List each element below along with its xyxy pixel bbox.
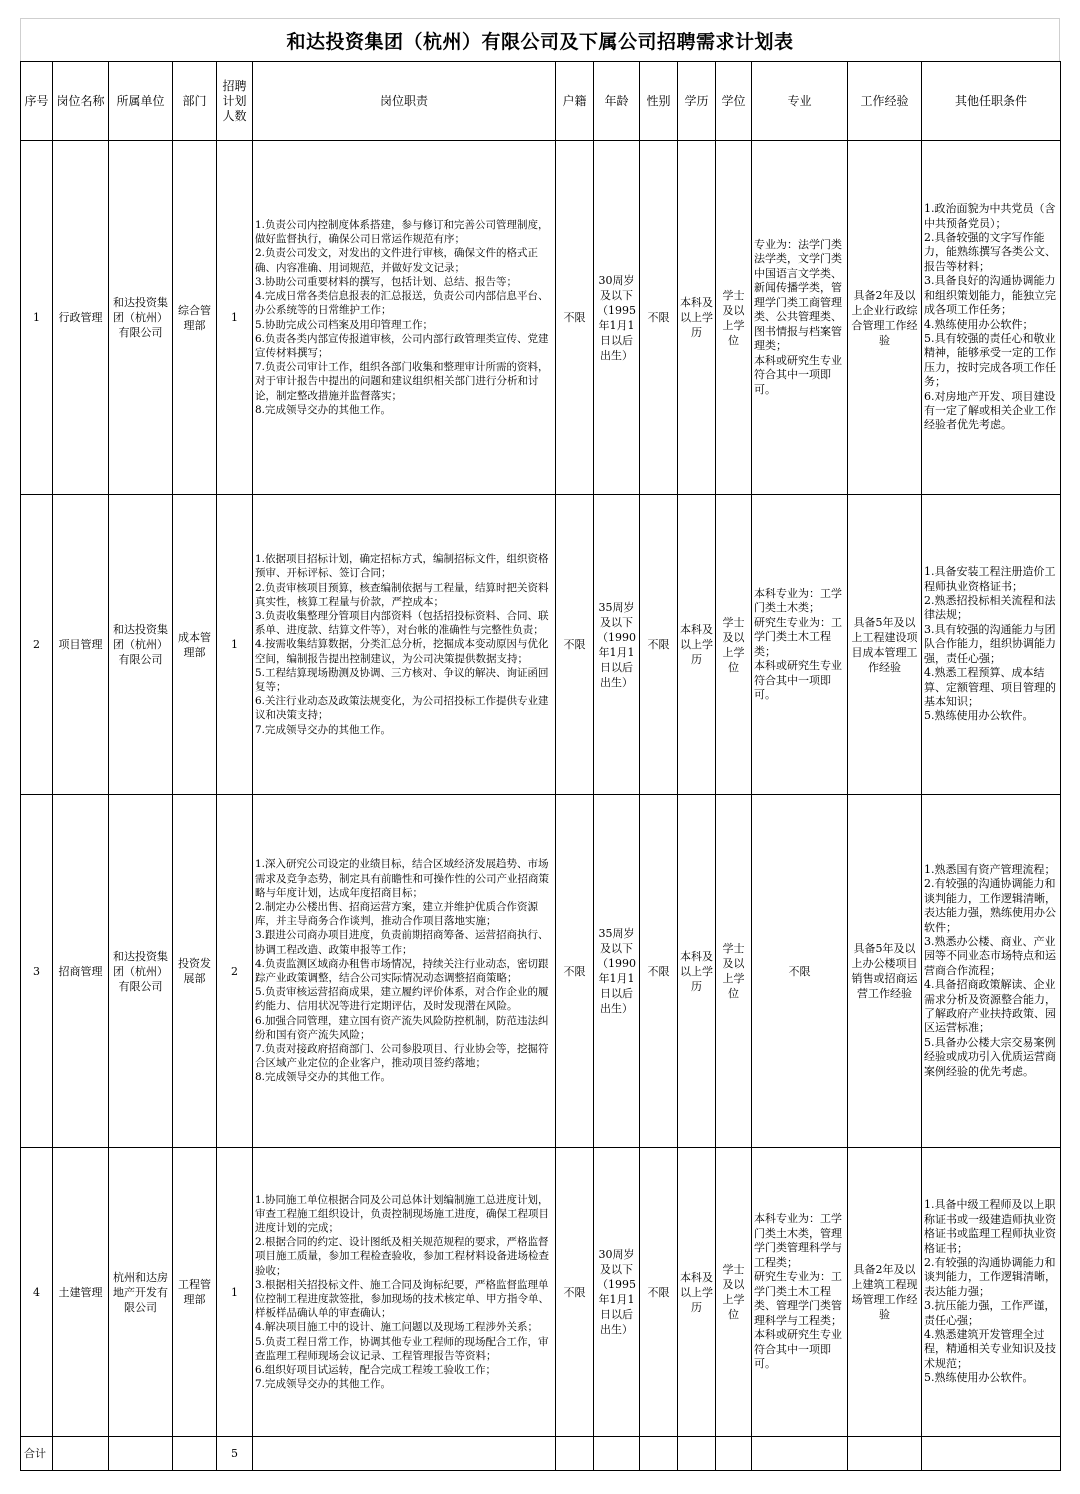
row-age: 30周岁及以下（1995年1月1日以后出生）: [594, 141, 640, 495]
total-empty-cell: [53, 1437, 109, 1471]
header-age: 年龄: [594, 62, 640, 141]
row-degree: 学士及以上学位: [716, 495, 752, 795]
header-experience: 工作经验: [848, 62, 922, 141]
row-count: 1: [217, 141, 253, 495]
row-other: 1.熟悉国有资产管理流程； 2.有较强的沟通协调能力和谈判能力，工作逻辑清晰，表达能力强，熟练使用办公软件； 3.熟悉办公楼、商业、产业园等不同业态市场特点和运营商合作流程； 4.具备招商政策解读、企业需求分析及资源整合能力，了解政府产业扶持政策、园区运营标准； 5.具备办公楼大宗交易案例经验或成功引入优质运营商案例经验的优先考虑。: [922, 795, 1061, 1148]
row-no: 1: [21, 141, 53, 495]
row-major: 本科专业为：工学门类土木类，管理学门类管理科学与工程类； 研究生专业为：工学门类土木工程类、管理学门类管理科学与工程类； 本科或研究生专业符合其中一项即可。: [752, 1148, 848, 1437]
row-experience: 具备5年及以上工程建设项目成本管理工作经验: [848, 495, 922, 795]
row-duties: 1.负责公司内控制度体系搭建，参与修订和完善公司管理制度，做好监督执行，确保公司日常运作规范有序； 2.负责公司发文，对发出的文件进行审核，确保文件的格式正确、内容准确、用词规范，并做好发文记录； 3.协助公司重要材料的撰写，包括计划、总结、报告等； 4.完成日常各类信息报表的汇总报送，负责公司内部信息平台、办公系统等的日常维护工作； 5.协助完成公司档案及用印管理工作； 6.负责各类内部宣传报道审核，公司内部行政管理类宣传、党建宣传材料撰写； 7.负责公司审计工作，组织各部门收集和整理审计所需的资料，对于审计报告中提出的问题和建议组织相关部门进行分析和讨论，制定整改措施并监督落实； 8.完成领导交办的其他工作。: [253, 141, 556, 495]
row-count: 1: [217, 495, 253, 795]
row-duties: 1.协同施工单位根据合同及公司总体计划编制施工总进度计划，审查工程施工组织设计，负责控制现场施工进度，确保工程项目进度计划的完成； 2.根据合同的约定、设计图纸及相关规范规程的要求，严格监督项目施工质量，参加工程检查验收，参加工程材料设备进场检查验收； 3.根据相关招投标文件、施工合同及询标纪要，严格监督监理单位控制工程进度款签批，参加现场的技术核定单、甲方指令单、样板样品确认单的审查确认； 4.解决项目施工中的设计、施工问题以及现场工程涉外关系； 5.负责工程日常工作，协调其他专业工程师的现场配合工作，审查监理工程师现场会议记录、工程管理报告等资料； 6.组织好项目试运转，配合完成工程竣工验收工作； 7.完成领导交办的其他工作。: [253, 1148, 556, 1437]
row-no: 4: [21, 1148, 53, 1437]
header-hukou: 户籍: [556, 62, 594, 141]
total-empty-cell: [922, 1437, 1061, 1471]
header-count: 招聘 计划 人数: [217, 62, 253, 141]
row-no: 2: [21, 495, 53, 795]
total-empty-cell: [594, 1437, 640, 1471]
row-major: 不限: [752, 795, 848, 1148]
row-position: 行政管理: [53, 141, 109, 495]
row-duties: 1.深入研究公司设定的业绩目标，结合区域经济发展趋势、市场需求及竞争态势，制定具有前瞻性和可操作性的公司产业招商策略与年度计划，达成年度招商目标； 2.制定办公楼出售、招商运营方案，建立并维护优质合作资源库，并主导商务合作谈判，推动合作项目落地实施； 3.跟进公司商办项目进度，负责前期招商筹备、运营招商执行、协调工程改造、政策申报等工作； 4.负责监测区域商办租售市场情况，持续关注行业动态，密切跟踪产业政策调整，结合公司实际情况动态调整招商策略； 5.负责审核运营招商成果，建立履约评价体系，对合作企业的履约能力、信用状况等进行定期评估，及时发现潜在风险。 6.加强合同管理，建立国有资产流失风险防控机制，防范违法纠纷和国有资产流失风险； 7.负责对接政府招商部门、公司参股项目、行业协会等，挖掘符合区域产业定位的企业客户，推动项目签约落地； 8.完成领导交办的其他工作。: [253, 795, 556, 1148]
header-degree: 学位: [716, 62, 752, 141]
row-hukou: 不限: [556, 495, 594, 795]
row-position: 招商管理: [53, 795, 109, 1148]
row-education: 本科及以上学历: [678, 795, 716, 1148]
row-dept: 综合管理部: [173, 141, 217, 495]
row-major: 专业为：法学门类法学类，文学门类中国语言文学类、新闻传播学类，管理学门类工商管理类、公共管理类、图书情报与档案管理类； 本科或研究生专业符合其中一项即可。: [752, 141, 848, 495]
row-duties: 1.依据项目招标计划，确定招标方式，编制招标文件，组织资格预审、开标评标、签订合同； 2.负责审核项目预算，核查编制依据与工程量，结算时把关资料真实性，核算工程量与价款，严控成本； 3.负责收集整理分管项目内部资料（包括招投标资料、合同、联系单、进度款、结算文件等），对台帐的准确性与完整性负责； 4.按需收集结算数据，分类汇总分析，挖掘成本变动原因与优化空间，编制报告提出控制建议，为公司决策提供数据支持； 5.工程结算现场勘测及协调、三方核对、争议的解决、询证函回复等； 6.关注行业动态及政策法规变化，为公司招投标工作提供专业建议和决策支持； 7.完成领导交办的其他工作。: [253, 495, 556, 795]
row-age: 35周岁及以下（1990年1月1日以后出生）: [594, 495, 640, 795]
row-degree: 学士及以上学位: [716, 141, 752, 495]
row-dept: 成本管理部: [173, 495, 217, 795]
table-row: [21, 495, 1061, 795]
table-row: [21, 795, 1061, 1148]
row-unit: 和达投资集团（杭州）有限公司: [109, 141, 173, 495]
row-experience: 具备2年及以上建筑工程现场管理工作经验: [848, 1148, 922, 1437]
total-count: 5: [217, 1437, 253, 1471]
row-unit: 和达投资集团（杭州）有限公司: [109, 795, 173, 1148]
table-row: [21, 1148, 1061, 1437]
table-header-row: [21, 62, 1061, 141]
header-major: 专业: [752, 62, 848, 141]
row-hukou: 不限: [556, 141, 594, 495]
row-gender: 不限: [640, 795, 678, 1148]
row-position: 项目管理: [53, 495, 109, 795]
total-empty-cell: [556, 1437, 594, 1471]
total-empty-cell: [716, 1437, 752, 1471]
row-education: 本科及以上学历: [678, 1148, 716, 1437]
total-empty-cell: [848, 1437, 922, 1471]
page-title: 和达投资集团（杭州）有限公司及下属公司招聘需求计划表: [20, 18, 1060, 61]
header-dept: 部门: [173, 62, 217, 141]
total-empty-cell: [678, 1437, 716, 1471]
row-age: 30周岁及以下（1995年1月1日以后出生）: [594, 1148, 640, 1437]
row-position: 土建管理: [53, 1148, 109, 1437]
recruitment-table: [20, 61, 1061, 1471]
row-other: 1.具备安装工程注册造价工程师执业资格证书； 2.熟悉招投标相关流程和法律法规； 3.具有较强的沟通能力与团队合作能力，组织协调能力强，责任心强； 4.熟悉工程预算、成本结算、定额管理、项目管理的基本知识； 5.熟练使用办公软件。: [922, 495, 1061, 795]
row-degree: 学士及以上学位: [716, 795, 752, 1148]
row-degree: 学士及以上学位: [716, 1148, 752, 1437]
header-gender: 性别: [640, 62, 678, 141]
total-empty-cell: [253, 1437, 556, 1471]
row-other: 1.政治面貌为中共党员（含中共预备党员）； 2.具备较强的文字写作能力，能熟练撰写各类公文、报告等材料； 3.具备良好的沟通协调能力和组织策划能力，能独立完成各项工作任务； 4.熟练使用办公软件； 5.具有较强的责任心和敬业精神，能够承受一定的工作压力，按时完成各项工作任务； 6.对房地产开发、项目建设有一定了解或相关企业工作经验者优先考虑。: [922, 141, 1061, 495]
total-label: 合计: [21, 1437, 53, 1471]
row-gender: 不限: [640, 141, 678, 495]
total-empty-cell: [109, 1437, 173, 1471]
total-empty-cell: [640, 1437, 678, 1471]
row-dept: 工程管理部: [173, 1148, 217, 1437]
row-gender: 不限: [640, 495, 678, 795]
row-count: 2: [217, 795, 253, 1148]
row-experience: 具备2年及以上企业行政综合管理工作经验: [848, 141, 922, 495]
row-unit: 和达投资集团（杭州）有限公司: [109, 495, 173, 795]
header-unit: 所属单位: [109, 62, 173, 141]
row-no: 3: [21, 795, 53, 1148]
header-no: 序号: [21, 62, 53, 141]
header-education: 学历: [678, 62, 716, 141]
total-row: [21, 1437, 1061, 1471]
header-position: 岗位名称: [53, 62, 109, 141]
total-empty-cell: [752, 1437, 848, 1471]
row-education: 本科及以上学历: [678, 141, 716, 495]
row-experience: 具备5年及以上办公楼项目销售或招商运营工作经验: [848, 795, 922, 1148]
row-dept: 投资发展部: [173, 795, 217, 1148]
recruitment-plan-page: [20, 18, 1060, 1471]
header-duties: 岗位职责: [253, 62, 556, 141]
row-count: 1: [217, 1148, 253, 1437]
row-unit: 杭州和达房地产开发有限公司: [109, 1148, 173, 1437]
row-gender: 不限: [640, 1148, 678, 1437]
row-hukou: 不限: [556, 795, 594, 1148]
row-major: 本科专业为：工学门类土木类； 研究生专业为：工学门类土木工程类； 本科或研究生专业符合其中一项即可。: [752, 495, 848, 795]
header-other: 其他任职条件: [922, 62, 1061, 141]
row-other: 1.具备中级工程师及以上职称证书或一级建造师执业资格证书或监理工程师执业资格证书； 2.有较强的沟通协调能力和谈判能力，工作逻辑清晰，表达能力强； 3.抗压能力强，工作严谨，责任心强； 4.熟悉建筑开发管理全过程，精通相关专业知识及技术规范； 5.熟练使用办公软件。: [922, 1148, 1061, 1437]
table-row: [21, 141, 1061, 495]
row-age: 35周岁及以下（1990年1月1日以后出生）: [594, 795, 640, 1148]
row-education: 本科及以上学历: [678, 495, 716, 795]
row-hukou: 不限: [556, 1148, 594, 1437]
total-empty-cell: [173, 1437, 217, 1471]
